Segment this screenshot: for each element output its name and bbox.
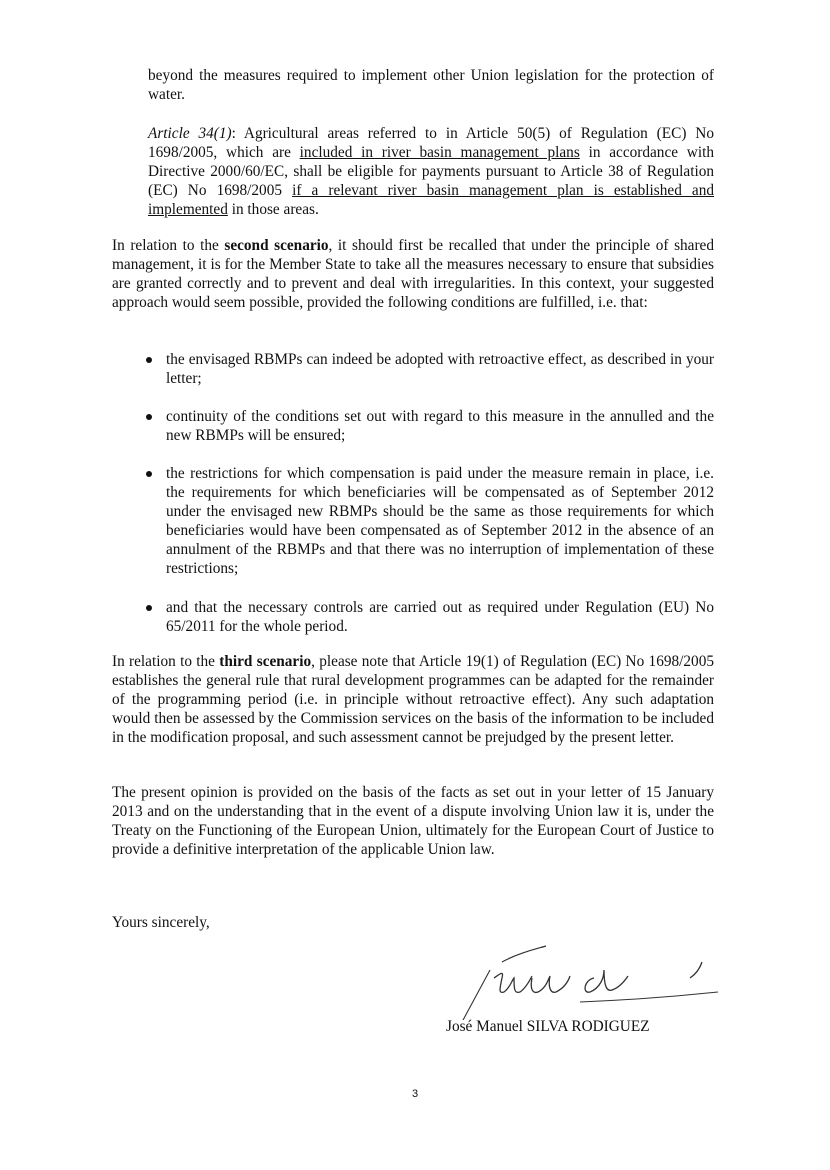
list-item-text: continuity of the conditions set out with regard to this measure in the annulled and the new RBMPs will be ensured; <box>166 408 714 444</box>
closing-salutation: Yours sincerely, <box>112 914 210 931</box>
bullet-icon <box>146 357 152 363</box>
bullet-icon <box>146 605 152 611</box>
third-post: , please note that Article 19(1) of Regulation (EC) No 1698/2005 establishes the general rule that rural development programmes can be adapted for the remainder of the programming period (i.e. in principle without retroactive effect). Any such adaptation would then be assessed by the Commission services on the basis of the information to be included in the modification proposal, and such assessment cannot be prejudged by the present letter. <box>112 653 714 746</box>
article-text-3: in those areas. <box>227 201 319 218</box>
quote-continuation: beyond the measures required to implement other Union legislation for the protection of water. <box>148 67 714 103</box>
signatory-name: José Manuel SILVA RODIGUEZ <box>446 1018 650 1035</box>
article-underlined-1: included in river basin management plans <box>299 144 580 161</box>
third-scenario-label: third scenario <box>219 653 312 670</box>
second-pre: In relation to the <box>112 237 225 254</box>
article-text-2: in accordance with Directive 2000/60/EC, shall be eligible for payments pursuant to Article 38 of Regulation (EC) No 1698/2005 <box>148 144 715 199</box>
article-text-1: : Agricultural areas referred to in Article 50(5) of Regulation (EC) No 1698/2005, which are <box>148 125 714 161</box>
bullet-icon <box>146 414 152 420</box>
signature <box>460 940 740 1020</box>
list-item-text: the restrictions for which compensation is paid under the measure remain in place, i.e. the requirements for which beneficiaries will be compensated as of September 2012 under the envisaged new RBMPs should be the same as those requirements for which beneficiaries would have been compensated as of September 2012 in the absence of an annulment of the RBMPs and that there was no interruption of implementation of these restrictions; <box>166 465 714 577</box>
opinion-paragraph: The present opinion is provided on the basis of the facts as set out in your letter of 15 January 2013 and on the understanding that in the event of a dispute involving Union law it is, under the Treaty on the Functioning of the European Union, ultimately for the European Court of Justice to provide a definitive interpretation of the applicable Union law. <box>112 784 714 858</box>
list-item-text: the envisaged RBMPs can indeed be adopted with retroactive effect, as described in your letter; <box>166 351 714 387</box>
article-reference: Article 34(1) <box>148 125 232 142</box>
article-quote <box>148 124 714 219</box>
list-item-text: and that the necessary controls are carried out as required under Regulation (EU) No 65/2011 for the whole period. <box>166 599 714 635</box>
second-scenario-label: second scenario <box>224 237 329 254</box>
list-item <box>146 464 714 578</box>
list-item <box>146 407 714 445</box>
second-scenario-paragraph <box>112 236 714 312</box>
article-underlined-2: if a relevant river basin management plan is established and implemented <box>148 182 714 218</box>
third-scenario-paragraph <box>112 652 714 747</box>
bullet-icon <box>146 471 152 477</box>
page-number: 3 <box>411 1088 419 1100</box>
list-item <box>146 350 714 388</box>
third-pre: In relation to the <box>112 653 220 670</box>
list-item <box>146 598 714 636</box>
second-post: , it should first be recalled that under the principle of shared management, it is for the Member State to take all the measures necessary to ensure that subsidies are granted correctly and to prevent and deal with irregularities. In this context, your suggested approach would seem possible, provided the following conditions are fulfilled, i.e. that: <box>112 237 714 311</box>
